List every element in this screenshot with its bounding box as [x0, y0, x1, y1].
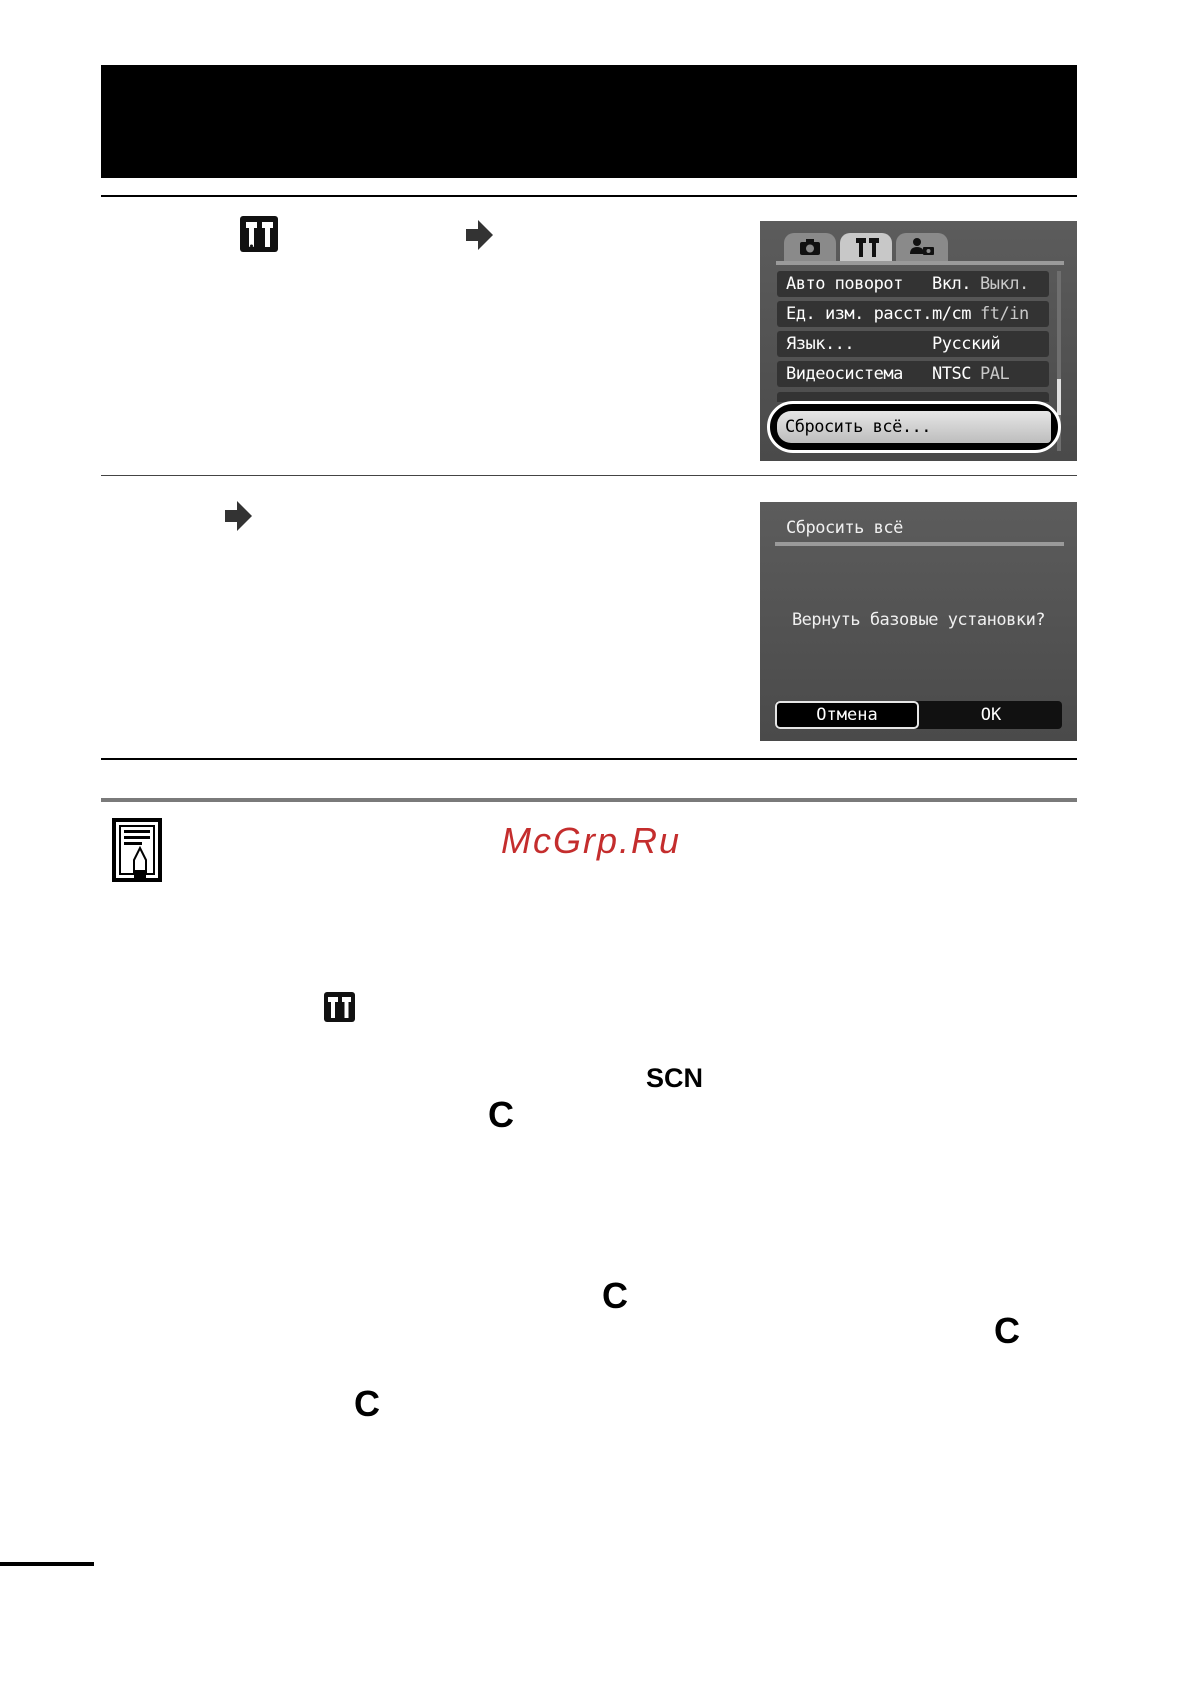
custom-mode-icon: C	[354, 1383, 380, 1424]
menu-row-auto-rotate	[777, 271, 1049, 297]
arrow-right-icon	[466, 218, 494, 252]
custom-mode-icon: C	[488, 1094, 514, 1135]
note-top-rule	[101, 798, 1077, 802]
chapter-header-band	[101, 65, 1077, 178]
menu-row-option-selected: Вкл.	[932, 274, 971, 294]
setup-tab	[840, 233, 892, 261]
setup-menu-icon	[240, 216, 278, 252]
setup-tab-icon	[851, 235, 881, 259]
dialog-title-underline	[775, 542, 1064, 546]
menu-row-option-other: PAL	[980, 364, 1010, 384]
menu-row-option-selected: Русский	[932, 334, 1001, 354]
section-rule	[101, 758, 1077, 760]
reset-all-confirm-screen	[760, 502, 1077, 741]
menu-row-reset-all	[777, 411, 1051, 443]
camera-tab-icon	[798, 238, 822, 256]
scn-mode-icon: SCN	[646, 1063, 704, 1093]
ok-button: OK	[980, 705, 1002, 725]
menu-row-label: Видеосистема	[786, 364, 903, 384]
reset-all-label: Сбросить всё...	[785, 417, 932, 437]
section-rule	[101, 195, 1077, 197]
custom-mode-icon: C	[602, 1275, 628, 1316]
menu-row-distance-units	[777, 301, 1049, 327]
menu-row-label: Язык...	[786, 334, 855, 354]
my-menu-tab	[896, 233, 948, 261]
section-rule	[101, 475, 1077, 476]
watermark-text: McGrp.Ru	[501, 820, 682, 861]
menu-row-option-other: ft/in	[980, 304, 1029, 324]
menu-row-option-selected: m/cm	[932, 304, 971, 324]
memo-note-icon	[112, 818, 162, 888]
menu-scrollbar-thumb	[1057, 379, 1061, 415]
custom-mode-icon: C	[994, 1310, 1020, 1351]
menu-row-option-other: Выкл.	[980, 274, 1029, 294]
setup-menu-icon	[324, 992, 355, 1022]
my-menu-tab-icon	[909, 237, 935, 257]
dialog-question: Вернуть базовые установки?	[791, 610, 1046, 630]
page-footer-rule	[0, 1562, 94, 1566]
menu-row-language	[777, 331, 1049, 357]
arrow-right-icon	[225, 499, 253, 533]
tab-underline	[776, 261, 1064, 265]
menu-row-video-system	[777, 361, 1049, 387]
camera-tab	[784, 233, 836, 261]
menu-row-label: Авто поворот	[786, 274, 903, 294]
menu-row-option-selected: NTSC	[932, 364, 971, 384]
camera-setup-menu-screen	[760, 221, 1077, 461]
dialog-title: Сбросить всё	[786, 518, 903, 538]
menu-row-label: Ед. изм. расст.	[786, 304, 933, 324]
cancel-button: Отмена	[775, 701, 919, 729]
